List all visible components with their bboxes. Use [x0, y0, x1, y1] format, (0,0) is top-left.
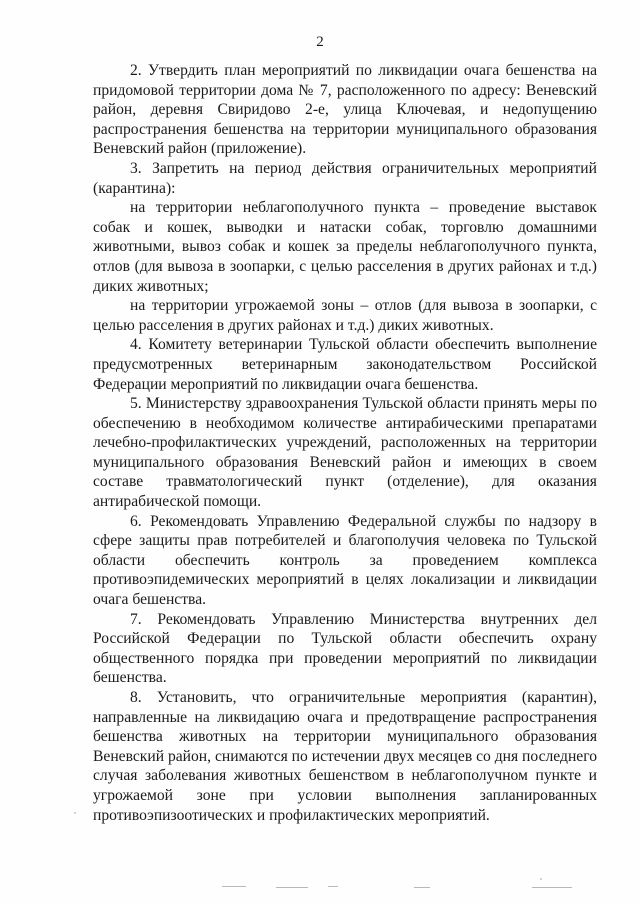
paragraph-item-2: 2. Утвердить план мероприятий по ликвидации очага бешенства на придомовой территории дома № 7, расположенного по адресу: Веневский район, деревня Свиридово 2-е, улица Ключевая, и недопущению распространения бешенства на территории муниципального образования Веневский район (приложение).: [93, 62, 597, 158]
paragraph-item-6: 6. Рекомендовать Управлению Федеральной службы по надзору в сфере защиты прав потребителей и благополучия человека по Тульской области обеспечить контроль за проведением комплекса противоэпидемических мероприятий в целях локализации и ликвидации очага бешенства.: [93, 512, 597, 609]
paragraph-item-5: 5. Министерству здравоохранения Тульской области принять меры по обеспечению в необходимом количестве антирабическими препаратами лечебно-профилактических учреждений, расположенных на территории муниципального образования Веневский район и имеющих в своем составе травматологический пункт (отделение), для оказания антирабической помощи.: [93, 395, 597, 511]
page-number: 2: [316, 34, 324, 50]
paragraph-item-4: 4. Комитету ветеринарии Тульской области обеспечить выполнение предусмотренных ветеринарным законодательством Российской Федерации мероприятий по ликвидации очага бешенства.: [93, 336, 597, 393]
paragraph-item-8: 8. Установить, что ограничительные мероприятия (карантин), направленные на ликвидацию очага и предотвращение распространения бешенства животных на территории муниципального образования Веневский район, снимаются по истечении двух месяцев со дня последнего случая заболевания животных бешенством в неблагополучном пункте и угрожаемой зоне при условии выполнения запланированных противоэпизоотических и профилактических мероприятий.: [93, 689, 598, 824]
scan-artifact-line: [532, 887, 572, 888]
scan-artifact-line: [222, 886, 246, 887]
scan-artifact-dot: [74, 812, 76, 814]
paragraph-item-7: 7. Рекомендовать Управлению Министерства внутренних дел Российской Федерации по Тульской области обеспечить охрану общественного порядка при проведении мероприятий по ликвидации бешенства.: [93, 610, 597, 687]
paragraph-item-3-subitem-unsafe-point: на территории неблагополучного пункта – проведение выставок собак и кошек, выводки и натаски собак, торговлю домашними животными, вывоз собак и кошек за пределы неблагополучного пункта, отлов (для вывоза в зоопарки, с целью расселения в других районах и т.д.) диких животных;: [93, 199, 597, 295]
scan-artifact-dot: [540, 878, 542, 880]
scan-artifact-line: [414, 887, 430, 888]
document-body: [93, 61, 597, 825]
scan-artifact-line: [276, 887, 308, 888]
paragraph-item-3: 3. Запретить на период действия ограничительных мероприятий (карантина):: [93, 159, 597, 197]
paragraph-item-3-subitem-threatened-zone: на территории угрожаемой зоны – отлов (для вывоза в зоопарки, с целью расселения в других районах и т.д.) диких животных.: [93, 297, 597, 334]
scan-artifact-line: [328, 886, 338, 887]
